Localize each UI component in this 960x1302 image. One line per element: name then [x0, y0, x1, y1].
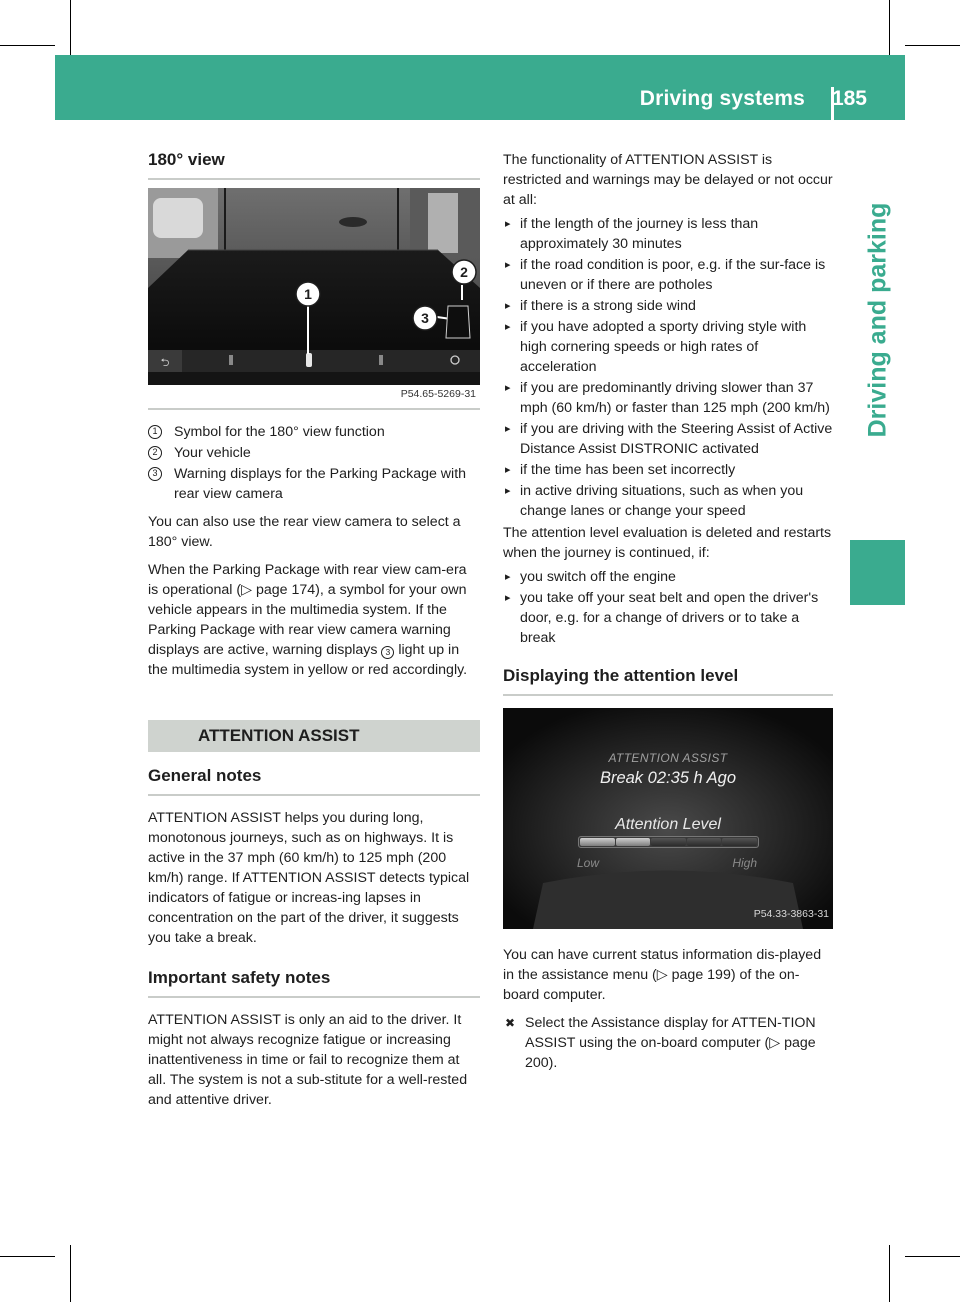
crop-mark: [70, 0, 71, 55]
view-heading: 180° view: [148, 150, 480, 180]
restriction-list: [503, 214, 833, 521]
legend-item: [148, 443, 480, 463]
chapter-marker: [850, 540, 905, 605]
legend-item: [148, 464, 480, 504]
legend-text: Symbol for the 180° view function: [174, 424, 385, 440]
attention-display-figure: [503, 708, 833, 929]
low-label: Low: [577, 856, 600, 870]
safety-notes-text: ATTENTION ASSIST is only an aid to the driver. It might not always recognize fatigue or increasing inattentiveness in time or fail to recognize them at all. The system is not a sub-stitute for a well-rested and attentive driver.: [148, 1012, 468, 1108]
crop-mark: [905, 45, 960, 46]
crop-mark: [889, 1245, 890, 1302]
legend-number: 2: [148, 446, 162, 460]
list-item: ▸ if you have adopted a sporty driving style with high cornering speeds or high rates of acceleration: [503, 317, 833, 377]
list-item: ▸ if the length of the journey is less than approximately 30 minutes: [503, 214, 833, 254]
attention-level-segment: [687, 838, 722, 846]
display-heading: Displaying the attention level: [503, 666, 833, 696]
callout-3-number: 3: [421, 310, 429, 326]
svg-text:⮌: ⮌: [160, 356, 170, 369]
list-item: ▸ you switch off the engine: [503, 567, 833, 587]
attention-level-label: Attention Level: [615, 816, 721, 833]
callout-2-number: 2: [460, 264, 468, 280]
crop-mark: [70, 1245, 71, 1302]
legend-number: 3: [148, 467, 162, 481]
page-ref-arrow-icon: ▷: [769, 1035, 781, 1051]
display-image-code: P54.33-3863-31: [753, 908, 829, 920]
list-item: ▸ in active driving situations, such as when you change lanes or change your speed: [503, 481, 833, 521]
high-label: High: [732, 856, 757, 870]
list-item: ▸ if the time has been set incorrectly: [503, 460, 833, 480]
list-item: ▸ if you are driving with the Steering Assist of Active Distance Assist DISTRONIC activated: [503, 419, 833, 459]
legend-text: Warning displays for the Parking Package with rear view camera: [174, 466, 467, 502]
general-notes-heading: General notes: [148, 766, 480, 796]
attention-level-segment: [651, 838, 686, 846]
section-title: Driving systems: [639, 87, 805, 110]
chapter-tab: [850, 170, 905, 470]
callout-1-number: 1: [304, 286, 312, 302]
attention-level-bar: [578, 836, 759, 848]
page-link-199[interactable]: page 199: [671, 967, 731, 983]
display-title: ATTENTION ASSIST: [608, 751, 728, 765]
legend-number: 1: [148, 425, 162, 439]
attention-level-segment: [580, 838, 615, 846]
right-column: [503, 150, 833, 1073]
paragraph-also: You can also use the rear view camera to select a 180° view.: [148, 514, 461, 550]
crop-mark: [0, 1256, 55, 1257]
restriction-intro: The functionality of ATTENTION ASSIST is restricted and warnings may be delayed or not occur at all:: [503, 152, 833, 208]
attention-level-segment: [722, 838, 757, 846]
instruction-step: ✖ Select the Assistance display for ATTEN-TION ASSIST using the on-board computer (▷ page 200).: [503, 1013, 833, 1073]
crop-mark: [905, 1256, 960, 1257]
list-item: ▸ if the road condition is poor, e.g. if the sur-face is uneven or if there are potholes: [503, 255, 833, 295]
reset-list: [503, 567, 833, 648]
inline-callout-number: 3: [381, 646, 394, 659]
camera-image: [148, 188, 480, 385]
camera-image-code: P54.65-5269-31: [400, 388, 476, 400]
page-number: 185: [831, 87, 867, 110]
attention-assist-band: ATTENTION ASSIST: [148, 720, 480, 752]
legend-text: Your vehicle: [174, 445, 251, 461]
crop-mark: [0, 45, 55, 46]
chapter-tab-label: Driving and parking: [863, 202, 891, 438]
reset-intro: The attention level evaluation is deleted and restarts when the journey is continued, if:: [503, 525, 832, 561]
status-paragraph: You can have current status information dis-played in the assistance menu (▷ page 199) of the on-board computer.: [503, 947, 822, 1003]
list-item: ▸ if there is a strong side wind: [503, 296, 833, 316]
page-ref-arrow-icon: ▷: [241, 582, 252, 598]
left-column: [148, 150, 480, 1118]
list-item: ▸ if you are predominantly driving slower than 37 mph (60 km/h) or faster than 125 mph (200 km/h): [503, 378, 833, 418]
safety-notes-heading: Important safety notes: [148, 968, 480, 998]
list-item: ▸ you take off your seat belt and open the driver's door, e.g. for a change of drivers or to take a break: [503, 588, 833, 648]
camera-figure: [148, 188, 480, 410]
paragraph-when: When the Parking Package with rear view cam-era is operational (▷ page 174), a symbol for your own vehicle appears in the multimedia system. If the Parking Package with rear view camera warning displays are active, warning displays 3 light up in the multimedia system in yellow or red accordingly.: [148, 562, 468, 678]
page-link-174[interactable]: page 174: [255, 582, 316, 598]
camera-illustration: [148, 188, 480, 385]
attention-level-segment: [616, 838, 651, 846]
crop-mark: [889, 0, 890, 55]
break-time: Break 02:35 h Ago: [599, 769, 737, 787]
legend-item: [148, 422, 480, 442]
page-link-200[interactable]: page 200: [525, 1035, 816, 1071]
page-ref-arrow-icon: ▷: [656, 967, 668, 983]
page-header: [55, 55, 905, 120]
general-notes-text: ATTENTION ASSIST helps you during long, monotonous journeys, such as on highways. It is active in the 37 mph (60 km/h) to 125 mph (200 km/h) range. If ATTENTION ASSIST detects typical indicators of fatigue or increas-ing lapses in concentration on the part of the driver, it suggests you take a break.: [148, 810, 470, 946]
